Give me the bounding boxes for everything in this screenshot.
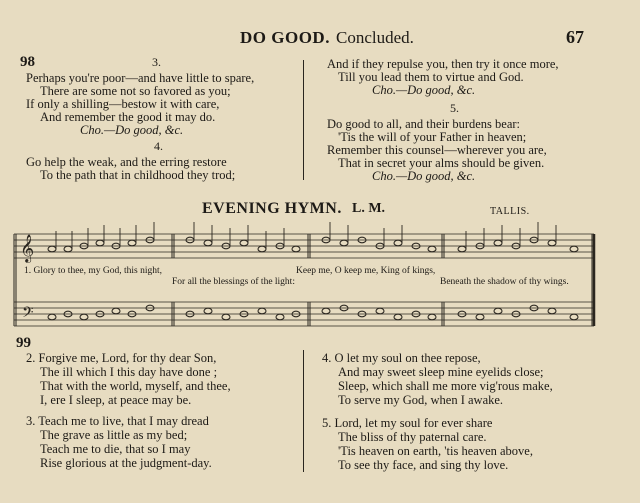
hymn-99-number: 99 <box>16 335 31 351</box>
svg-text:𝄞: 𝄞 <box>20 234 35 262</box>
page-subtitle: Concluded. <box>336 28 414 47</box>
verse-line: And if they repulse you, then try it once more, <box>327 57 559 71</box>
verse-line: Teach me to die, that so I may <box>40 442 191 456</box>
verse-line: Remember this counsel—wherever you are, <box>327 143 547 157</box>
lyrics-line-1: 1. Glory to thee, my God, this night, <box>24 266 163 276</box>
verse-line: Sleep, which shall me more vig'rous make, <box>338 379 553 393</box>
verse-line: There are some not so favored as you; <box>40 84 231 98</box>
verse-line: The grave as little as my bed; <box>40 428 188 442</box>
music-staves <box>0 220 640 360</box>
verse-line: The bliss of thy paternal care. <box>338 430 487 444</box>
verse-line: The ill which I this day have done ; <box>40 365 218 379</box>
column-divider-top <box>303 60 304 180</box>
page-number: 67 <box>566 27 584 47</box>
stanza-number: 5. <box>450 101 459 115</box>
hymn-title: EVENING HYMN. <box>202 200 342 217</box>
verse-line: 3. Teach me to live, that I may dread <box>26 414 209 428</box>
verse-line: That in secret your alms should be given. <box>338 156 545 170</box>
verse-line: And may sweet sleep mine eyelids close; <box>338 365 544 379</box>
chorus-line: Cho.—Do good, &c. <box>372 169 476 183</box>
verse-line: I, ere I sleep, at peace may be. <box>40 393 192 407</box>
title-text: DO GOOD. <box>240 28 330 47</box>
verse-line: To see thy face, and sing thy love. <box>338 458 509 472</box>
verse-line: 'Tis the will of your Father in heaven; <box>338 130 527 144</box>
verse-line: To serve my God, when I awake. <box>338 393 504 407</box>
verse-line: Till you lead them to virtue and God. <box>338 70 524 84</box>
verse-line: Perhaps you're poor—and have little to spare, <box>26 71 255 85</box>
lyrics-line-1b: Keep me, O keep me, King of kings, <box>296 266 436 276</box>
verse-line: Rise glorious at the judgment-day. <box>40 456 212 470</box>
verse-line: And remember the good it may do. <box>40 110 216 124</box>
verse-line: That with the world, myself, and thee, <box>40 379 231 393</box>
composer-name: TALLIS. <box>490 206 530 217</box>
hymn-meter: L. M. <box>352 201 386 216</box>
page-title <box>240 28 330 48</box>
stanza-number: 4. <box>154 139 163 153</box>
chorus-line: Cho.—Do good, &c. <box>80 123 184 137</box>
verse-line: Go help the weak, and the erring restore <box>26 155 227 169</box>
verse-line: Do good to all, and their burdens bear: <box>327 117 521 131</box>
verse-line: If only a shilling—bestow it with care, <box>26 97 220 111</box>
lyrics-line-2: For all the blessings of the light: <box>172 277 295 287</box>
column-divider-bottom <box>303 350 304 472</box>
hymn-98-number: 98 <box>20 54 35 70</box>
verse-line: 'Tis heaven on earth, 'tis heaven above, <box>338 444 533 458</box>
stanza-number: 3. <box>152 55 161 69</box>
verse-line: 4. O let my soul on thee repose, <box>322 351 481 365</box>
svg-text:𝄢: 𝄢 <box>22 304 34 325</box>
chorus-line: Cho.—Do good, &c. <box>372 83 476 97</box>
bass-staff <box>14 302 594 326</box>
verse-line: To the path that in childhood they trod; <box>40 168 236 182</box>
lyrics-line-2b: Beneath the shadow of thy wings. <box>440 277 569 287</box>
verse-line: 5. Lord, let my soul for ever share <box>322 416 493 430</box>
verse-line: 2. Forgive me, Lord, for thy dear Son, <box>26 351 217 365</box>
